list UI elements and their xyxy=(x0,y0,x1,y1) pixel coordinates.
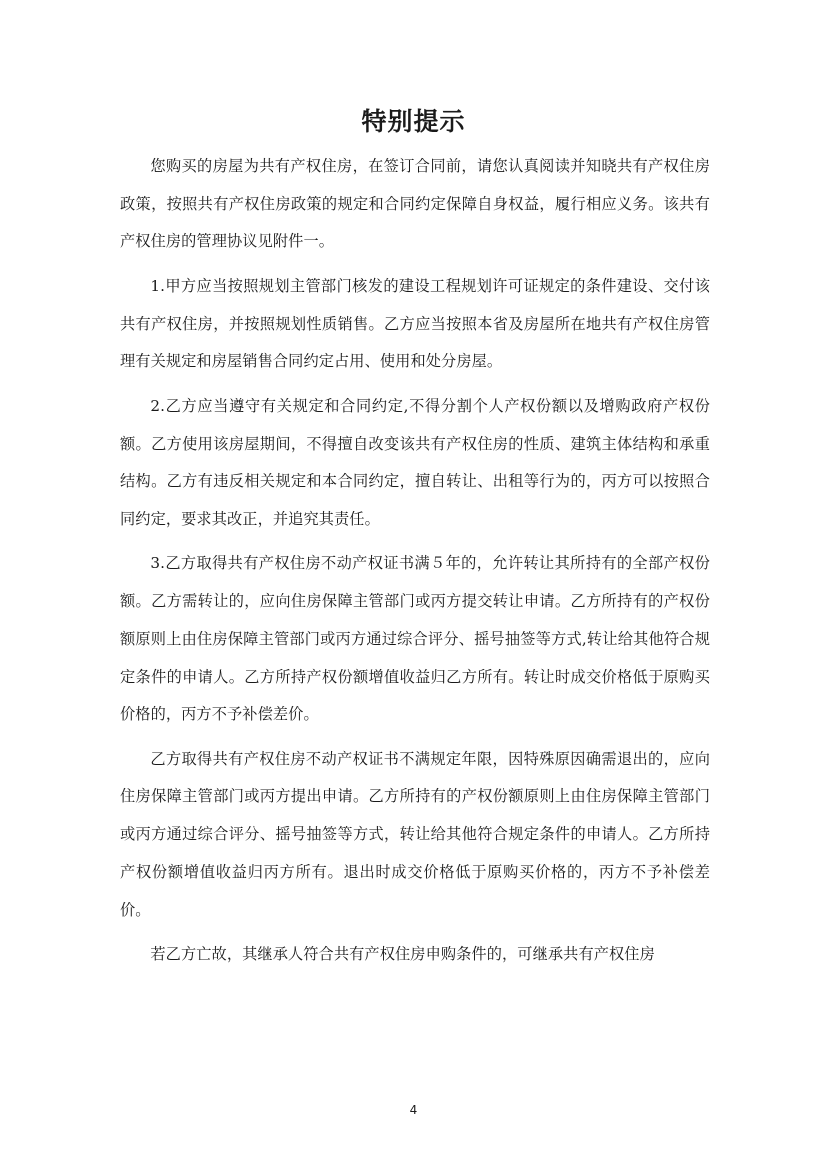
paragraph-intro: 您购买的房屋为共有产权住房，在签订合同前，请您认真阅读并知晓共有产权住房政策，按照共有产权住房政策的规定和合同约定保障自身权益，履行相应义务。该共有产权住房的管理协议见附件一。 xyxy=(120,157,710,251)
paragraph-clause-1: 1.甲方应当按照规划主管部门核发的建设工程规划许可证规定的条件建设、交付该共有产权住房，并按照规划性质销售。乙方应当按照本省及房屋所在地共有产权住房管理有关规定和房屋销售合同约定占用、使用和处分房屋。 xyxy=(120,276,710,371)
paragraph-early-exit: 乙方取得共有产权住房不动产权证书不满规定年限，因特殊原因确需退出的，应向住房保障主管部门或丙方提出申请。乙方所持有的产权份额原则上由住房保障主管部门或丙方通过综合评分、摇号抽签等方式，转让给其他符合规定条件的申请人。乙方所持产权份额增值收益归丙方所有。退出时成交价格低于原购买价格的，丙方不予补偿差价。 xyxy=(120,749,710,919)
page-title: 特别提示 xyxy=(361,107,466,136)
page-number: 4 xyxy=(409,1103,418,1117)
document-body xyxy=(120,148,710,981)
paragraph-clause-3: 3.乙方取得共有产权住房不动产权证书满５年的，允许转让其所持有的全部产权份额。乙方需转让的，应向住房保障主管部门或丙方提交转让申请。乙方所持有的产权份额原则上由住房保障主管部门或丙方通过综合评分、摇号抽签等方式,转让给其他符合规定条件的申请人。乙方所持产权份额增值收益归乙方所有。转让时成交价格低于原购买价格的，丙方不予补偿差价。 xyxy=(120,554,710,724)
paragraph-inheritance: 若乙方亡故，其继承人符合共有产权住房申购条件的，可继承共有产权住房 xyxy=(150,945,655,964)
paragraph-clause-2: 2.乙方应当遵守有关规定和合同约定,不得分割个人产权份额以及增购政府产权份额。乙方使用该房屋期间，不得擅自改变该共有产权住房的性质、建筑主体结构和承重结构。乙方有违反相关规定和本合同约定，擅自转让、出租等行为的，丙方可以按照合同约定，要求其改正，并追究其责任。 xyxy=(120,396,710,528)
